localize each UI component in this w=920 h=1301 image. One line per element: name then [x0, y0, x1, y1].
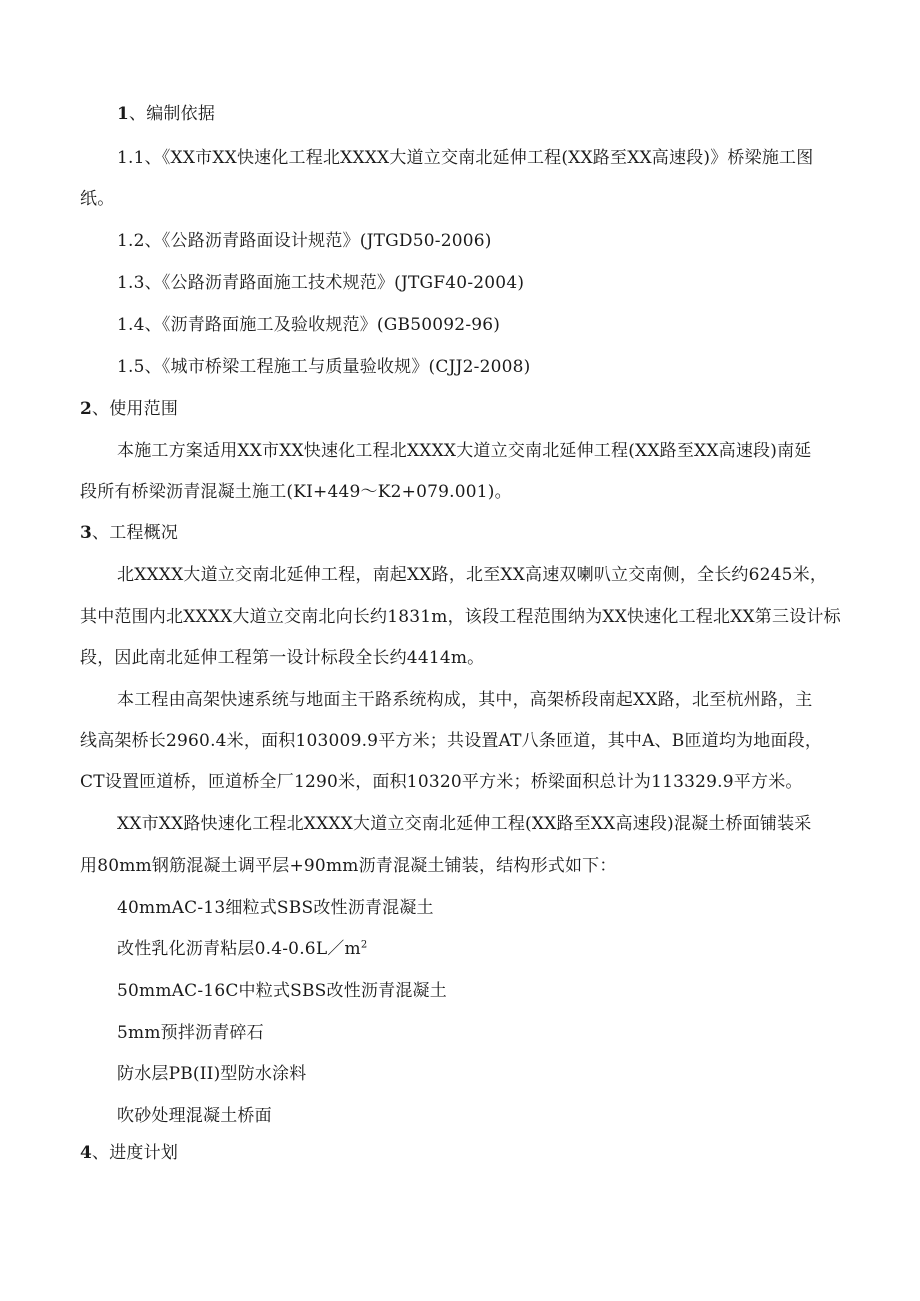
layer-2-text: 改性乳化沥青粘层0.4-0.6L／m [117, 939, 361, 959]
layer-3: 50mmAC-16C中粒式SBS改性沥青混凝土 [117, 981, 447, 1001]
overview-p2-line-1: 本工程由高架快速系统与地面主干路系统构成，其中，高架桥段南起XX路，北至杭州路，主 [117, 690, 813, 710]
section-1-number: 1 [117, 104, 130, 124]
layer-2-superscript: 2 [360, 939, 368, 951]
scope-line-2: 段所有桥梁沥青混凝土施工(KI+449～K2+079.001)。 [80, 482, 512, 502]
reference-1-1: 1.1、《XX市XX快速化工程北XXXX大道立交南北延伸工程(XX路至XX高速段)》桥梁施工图 [117, 148, 814, 168]
reference-1-4: 1.4、《沥青路面施工及验收规范》(GB50092-96) [117, 315, 501, 335]
scope-line-1: 本施工方案适用XX市XX快速化工程北XXXX大道立交南北延伸工程(XX路至XX高速段)南延 [117, 441, 812, 461]
reference-1-3: 1.3、《公路沥青路面施工技术规范》(JTGF40-2004) [117, 273, 525, 293]
section-3-number: 3 [80, 523, 93, 543]
section-3-title: 、工程概况 [92, 523, 179, 543]
reference-1-5: 1.5、《城市桥梁工程施工与质量验收规》(CJJ2-2008) [117, 357, 531, 377]
section-4-number: 4 [80, 1143, 93, 1163]
section-4-title: 、进度计划 [92, 1143, 179, 1163]
layer-1: 40mmAC-13细粒式SBS改性沥青混凝土 [117, 898, 434, 918]
overview-p1-line-3: 段，因此南北延伸工程第一设计标段全长约4414m。 [80, 648, 485, 668]
overview-p3-line-1: XX市XX路快速化工程北XXXX大道立交南北延伸工程(XX路至XX高速段)混凝土桥面铺装采 [117, 814, 812, 834]
section-4-heading [80, 1141, 178, 1165]
overview-p3-line-2: 用80mm钢筋混凝土调平层+90mm沥青混凝土铺装，结构形式如下： [80, 856, 617, 876]
section-1-heading [117, 102, 215, 126]
section-1-title: 、编制依据 [129, 104, 216, 124]
overview-p1-line-1: 北XXXX大道立交南北延伸工程，南起XX路，北至XX高速双喇叭立交南侧，全长约6245米， [117, 565, 828, 585]
overview-p2-line-2: 线高架桥长2960.4米，面积103009.9平方米；共设置AT八条匝道，其中A、B匝道均为地面段， [80, 731, 823, 751]
layer-4: 5mm预拌沥青碎石 [117, 1023, 264, 1043]
section-2-number: 2 [80, 399, 93, 419]
reference-1-1-cont: 纸。 [80, 189, 115, 209]
overview-p1-line-2: 其中范围内北XXXX大道立交南北向长约1831m，该段工程范围纳为XX快速化工程北XX第三设计标 [80, 607, 841, 627]
overview-p2-line-3: CT设置匝道桥，匝道桥全厂1290米，面积10320平方米；桥梁面积总计为113329.9平方米。 [80, 772, 803, 792]
section-2-heading [80, 397, 178, 421]
section-3-heading [80, 521, 178, 545]
layer-2 [117, 937, 367, 961]
reference-1-2: 1.2、《公路沥青路面设计规范》(JTGD50-2006) [117, 231, 492, 251]
section-2-title: 、使用范围 [92, 399, 179, 419]
layer-6: 吹砂处理混凝土桥面 [117, 1106, 272, 1126]
layer-5: 防水层PB(II)型防水涂料 [117, 1064, 307, 1084]
